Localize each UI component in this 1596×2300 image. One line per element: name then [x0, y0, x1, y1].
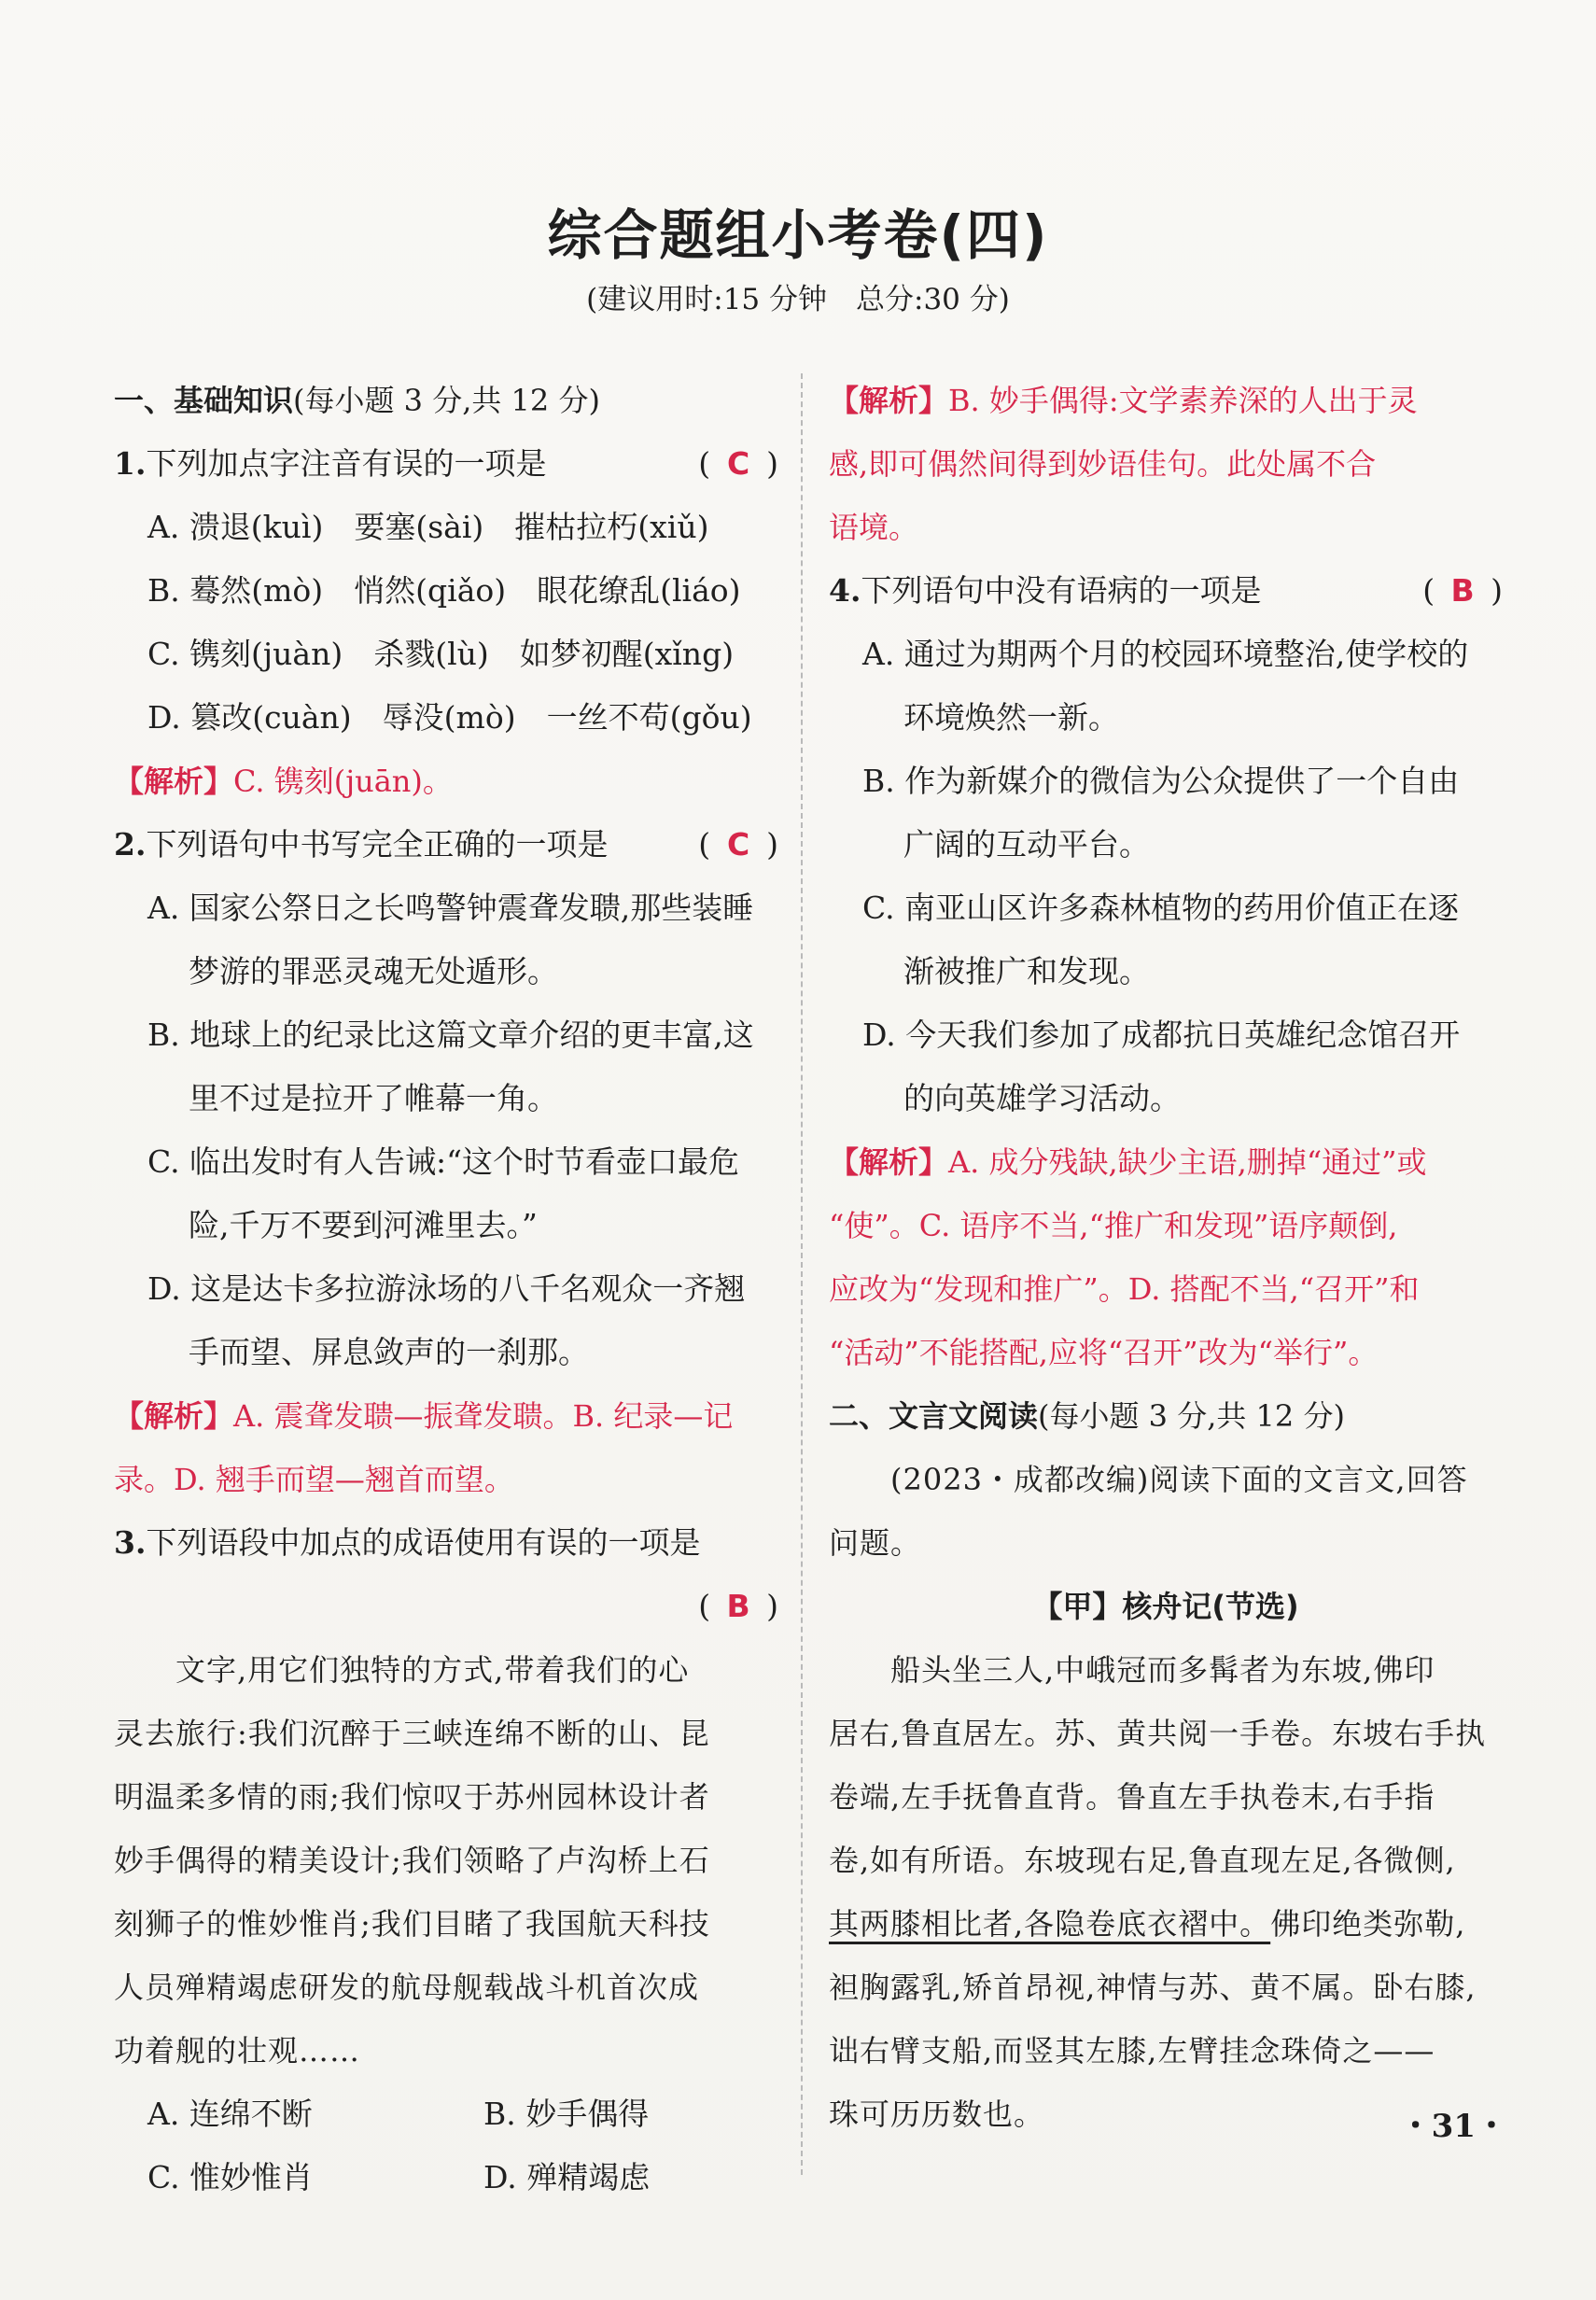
option: B. 作为新媒介的微信为公众提供了一个自由 — [862, 763, 1460, 799]
section-2-title: 二、文言文阅读 — [829, 1398, 1039, 1434]
question-text: 下列语段中加点的成语使用有误的一项是 — [146, 1524, 701, 1561]
passage-line: 人员殚精竭虑研发的航母舰载战斗机首次成 — [114, 1970, 700, 2005]
paren-close: ) — [766, 826, 778, 862]
answer-slot — [1422, 559, 1503, 623]
option-row — [114, 2083, 778, 2146]
option-continued: 险,千万不要到河滩里去。” — [189, 1207, 538, 1243]
question-3 — [114, 1511, 778, 1575]
option-continued: 环境焕然一新。 — [903, 699, 1119, 736]
option: C. 惟妙惟肖 — [147, 2159, 314, 2195]
analysis-continued: “活动”不能搭配,应将“召开”改为“举行”。 — [829, 1335, 1379, 1370]
underlined-sentence: 其两膝相比者,各隐卷底衣褶中。 — [829, 1906, 1271, 1942]
passage-fragment: 佛印绝类弥勒, — [1270, 1906, 1466, 1942]
section-1-note: (每小题 3 分,共 12 分) — [293, 383, 600, 418]
analysis-tag: 【解析】 — [829, 1144, 949, 1180]
paren-open: ( — [698, 445, 711, 482]
answer: C — [727, 826, 750, 862]
left-column — [114, 369, 778, 2209]
passage-line: 明温柔多情的雨;我们惊叹于苏州园林设计者 — [114, 1779, 710, 1815]
paren-open: ( — [698, 826, 711, 862]
analysis-continued: 语境。 — [829, 510, 919, 545]
analysis-text: A. 震聋发聩—振聋发聩。B. 纪录—记 — [233, 1398, 734, 1434]
answer-slot — [698, 813, 778, 877]
option-continued: 的向英雄学习活动。 — [903, 1080, 1181, 1116]
question-text: 下列语句中书写完全正确的一项是 — [146, 826, 609, 862]
passage-line: 文字,用它们独特的方式,带着我们的心 — [175, 1652, 690, 1688]
answer: B — [726, 1588, 750, 1624]
option: B. 蓦然(mò) 悄然(qiǎo) 眼花缭乱(liáo) — [147, 572, 741, 609]
option: B. 妙手偶得 — [483, 2096, 650, 2132]
answer-slot — [698, 1575, 778, 1638]
option: D. 今天我们参加了成都抗日英雄纪念馆召开 — [862, 1017, 1461, 1053]
passage-line: 袒胸露乳,矫首昂视,神情与苏、黄不属。卧右膝, — [829, 1970, 1477, 2005]
analysis — [114, 1384, 778, 1448]
option: C. 镌刻(juàn) 杀戮(lù) 如梦初醒(xǐng) — [147, 636, 735, 672]
paren-close: ) — [1491, 572, 1503, 609]
answer-row — [114, 1575, 778, 1638]
passage-line: 刻狮子的惟妙惟肖;我们目睹了我国航天科技 — [114, 1906, 710, 1942]
passage-line: 船头坐三人,中峨冠而多髯者为东坡,佛印 — [890, 1652, 1435, 1688]
paren-close: ) — [766, 445, 778, 482]
option-continued: 里不过是拉开了帷幕一角。 — [189, 1080, 558, 1116]
option-continued: 手而望、屏息敛声的一刹那。 — [189, 1334, 589, 1370]
answer-slot — [698, 432, 778, 496]
analysis-tag: 【解析】 — [114, 764, 234, 799]
section-2-intro-continued: 问题。 — [829, 1525, 922, 1561]
section-2-note: (每小题 3 分,共 12 分) — [1038, 1398, 1345, 1434]
passage-line: 灵去旅行:我们沉醉于三峡连绵不断的山、昆 — [114, 1716, 710, 1751]
question-text: 下列加点字注音有误的一项是 — [146, 445, 547, 482]
analysis-text: B. 妙手偶得:文学素养深的人出于灵 — [948, 383, 1418, 418]
question-number: 1. — [114, 445, 147, 482]
question-text: 下列语句中没有语病的一项是 — [861, 572, 1262, 609]
option: A. 溃退(kuì) 要塞(sài) 摧枯拉朽(xiǔ) — [147, 509, 709, 545]
analysis-tag: 【解析】 — [829, 383, 949, 418]
analysis — [829, 369, 1503, 432]
passage-line: 珠可历历数也。 — [829, 2097, 1045, 2132]
passage-line — [829, 1892, 1503, 1956]
section-2-intro: (2023・成都改编)阅读下面的文言文,回答 — [890, 1462, 1468, 1497]
question-2 — [114, 813, 778, 877]
paren-close: ) — [766, 1588, 778, 1624]
passage-line: 卷端,左手抚鲁直背。鲁直左手执卷末,右手指 — [829, 1779, 1435, 1815]
option: D. 殚精竭虑 — [483, 2159, 651, 2195]
section-1-heading — [114, 369, 778, 432]
section-1-title: 一、基础知识 — [114, 383, 294, 418]
page-subtitle: (建议用时:15 分钟 总分:30 分) — [586, 283, 1010, 316]
passage-line: 功着舰的壮观…… — [114, 2033, 361, 2069]
right-column — [829, 369, 1503, 2146]
answer: C — [727, 445, 750, 482]
option: D. 这是达卡多拉游泳场的八千名观众一齐翘 — [147, 1270, 746, 1307]
question-1 — [114, 432, 778, 496]
question-number: 3. — [114, 1524, 147, 1561]
passage-title: 【甲】核舟记(节选) — [1032, 1589, 1299, 1624]
passage-line: 居右,鲁直居左。苏、黄共阅一手卷。东坡右手执 — [829, 1716, 1487, 1751]
analysis-text: A. 成分残缺,缺少主语,删掉“通过”或 — [948, 1144, 1427, 1180]
option: C. 临出发时有人告诫:“这个时节看壶口最危 — [147, 1143, 740, 1180]
option: B. 地球上的纪录比这篇文章介绍的更丰富,这 — [147, 1017, 754, 1053]
analysis-continued: 录。D. 翘手而望—翘首而望。 — [114, 1462, 514, 1497]
column-divider — [801, 373, 803, 2175]
analysis-continued: 应改为“发现和推广”。D. 搭配不当,“召开”和 — [829, 1271, 1420, 1307]
option: D. 篡改(cuàn) 辱没(mò) 一丝不苟(gǒu) — [147, 699, 752, 736]
question-4 — [829, 559, 1503, 623]
question-number: 2. — [114, 826, 147, 862]
paren-open: ( — [698, 1588, 711, 1624]
option-row — [114, 2146, 778, 2209]
option: A. 通过为期两个月的校园环境整治,使学校的 — [862, 636, 1469, 672]
passage-line: 诎右臂支船,而竖其左膝,左臂挂念珠倚之—— — [829, 2033, 1435, 2069]
page-title: 综合题组小考卷(四) — [547, 203, 1049, 267]
option: A. 国家公祭日之长鸣警钟震聋发聩,那些装睡 — [147, 890, 754, 926]
option-continued: 梦游的罪恶灵魂无处遁形。 — [189, 953, 558, 989]
analysis — [114, 750, 778, 813]
passage-line: 卷,如有所语。东坡现右足,鲁直现左足,各微侧, — [829, 1843, 1456, 1878]
page-number: ・31・ — [1399, 2108, 1507, 2145]
analysis-text: C. 镌刻(juān)。 — [233, 764, 453, 799]
analysis-continued: 感,即可偶然间得到妙语佳句。此处属不合 — [829, 446, 1377, 482]
analysis-continued: “使”。C. 语序不当,“推广和发现”语序颠倒, — [829, 1208, 1398, 1243]
question-number: 4. — [829, 572, 861, 609]
paren-open: ( — [1422, 572, 1435, 609]
option-continued: 渐被推广和发现。 — [903, 953, 1150, 989]
analysis — [829, 1130, 1503, 1194]
option-continued: 广阔的互动平台。 — [903, 826, 1150, 862]
option: A. 连绵不断 — [147, 2096, 313, 2132]
option: C. 南亚山区许多森林植物的药用价值正在逐 — [862, 890, 1460, 926]
section-2-heading — [829, 1384, 1503, 1448]
analysis-tag: 【解析】 — [114, 1398, 234, 1434]
passage-line: 妙手偶得的精美设计;我们领略了卢沟桥上石 — [114, 1843, 710, 1878]
answer: B — [1450, 572, 1475, 609]
